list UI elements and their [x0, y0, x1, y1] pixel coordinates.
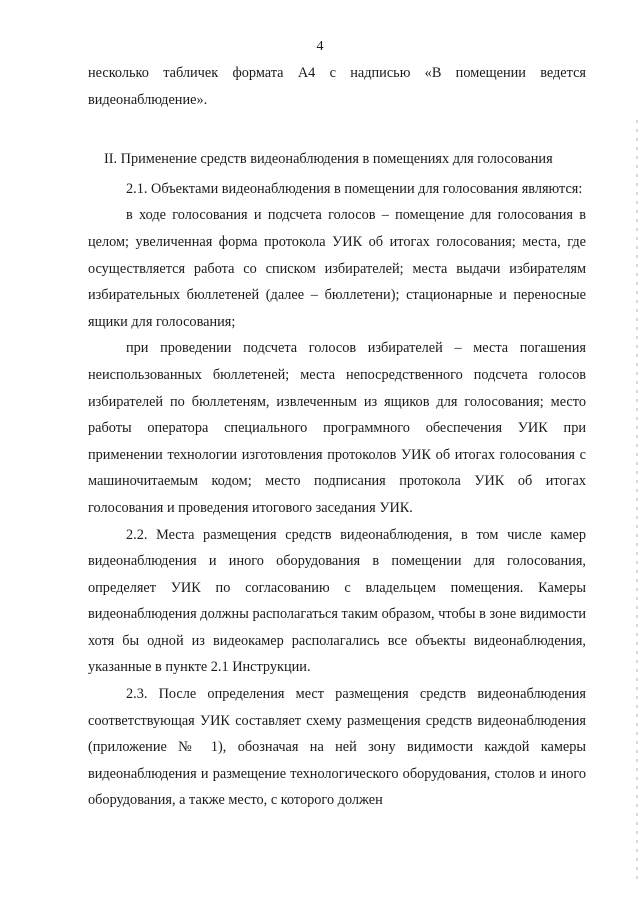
- paragraph-2-2: 2.2. Места размещения средств видеонаблюдения, в том числе камер видеонаблюдения и иного оборудования в помещении для голосования, определяет УИК по согласованию с владельцем помещения. Камеры видеонаблюдения должны располагаться таким образом, чтобы в зоне видимости хотя бы одной из видеокамер располагались все объекты видеонаблюдения, указанные в пункте 2.1 Инструкции.: [88, 526, 586, 676]
- section-heading: II. Применение средств видеонаблюдения в помещениях для голосования: [104, 151, 553, 168]
- paragraph-2-1-voting: в ходе голосования и подсчета голосов – помещение для голосования в целом; увеличенная форма протокола УИК об итогах голосования; места, где осуществляется работа со списком избирателей; места выдачи избирателям избирательных бюллетеней (далее – бюллетени); стационарные и переносные ящики для голосования;: [88, 207, 586, 330]
- document-body: [88, 60, 586, 814]
- paragraph-continuation: несколько табличек формата А4 с надписью «В помещении ведется видеонаблюдение».: [88, 65, 586, 108]
- scan-edge-mark: [636, 120, 638, 880]
- page-number: 4: [316, 39, 324, 54]
- paragraph-2-1: 2.1. Объектами видеонаблюдения в помещении для голосования являются:: [126, 180, 583, 197]
- paragraph-2-3: 2.3. После определения мест размещения средств видеонаблюдения соответствующая УИК составляет схему размещения средств видеонаблюдения (приложение № 1), обозначая на ней зону видимости каждой камеры видеонаблюдения и размещение технологического оборудования, столов и иного оборудования, а также место, с которого должен: [88, 686, 586, 809]
- paragraph-2-1-counting: при проведении подсчета голосов избирателей – места погашения неиспользованных бюллетеней; места непосредственного подсчета голосов избирателей по бюллетеням, извлеченным из ящиков для голосования; место работы оператора специального программного обеспечения УИК при применении технологии изготовления протоколов УИК об итогах голосования с машиночитаемым кодом; место подписания протокола УИК об итогах голосования и проведения итогового заседания УИК.: [88, 340, 586, 516]
